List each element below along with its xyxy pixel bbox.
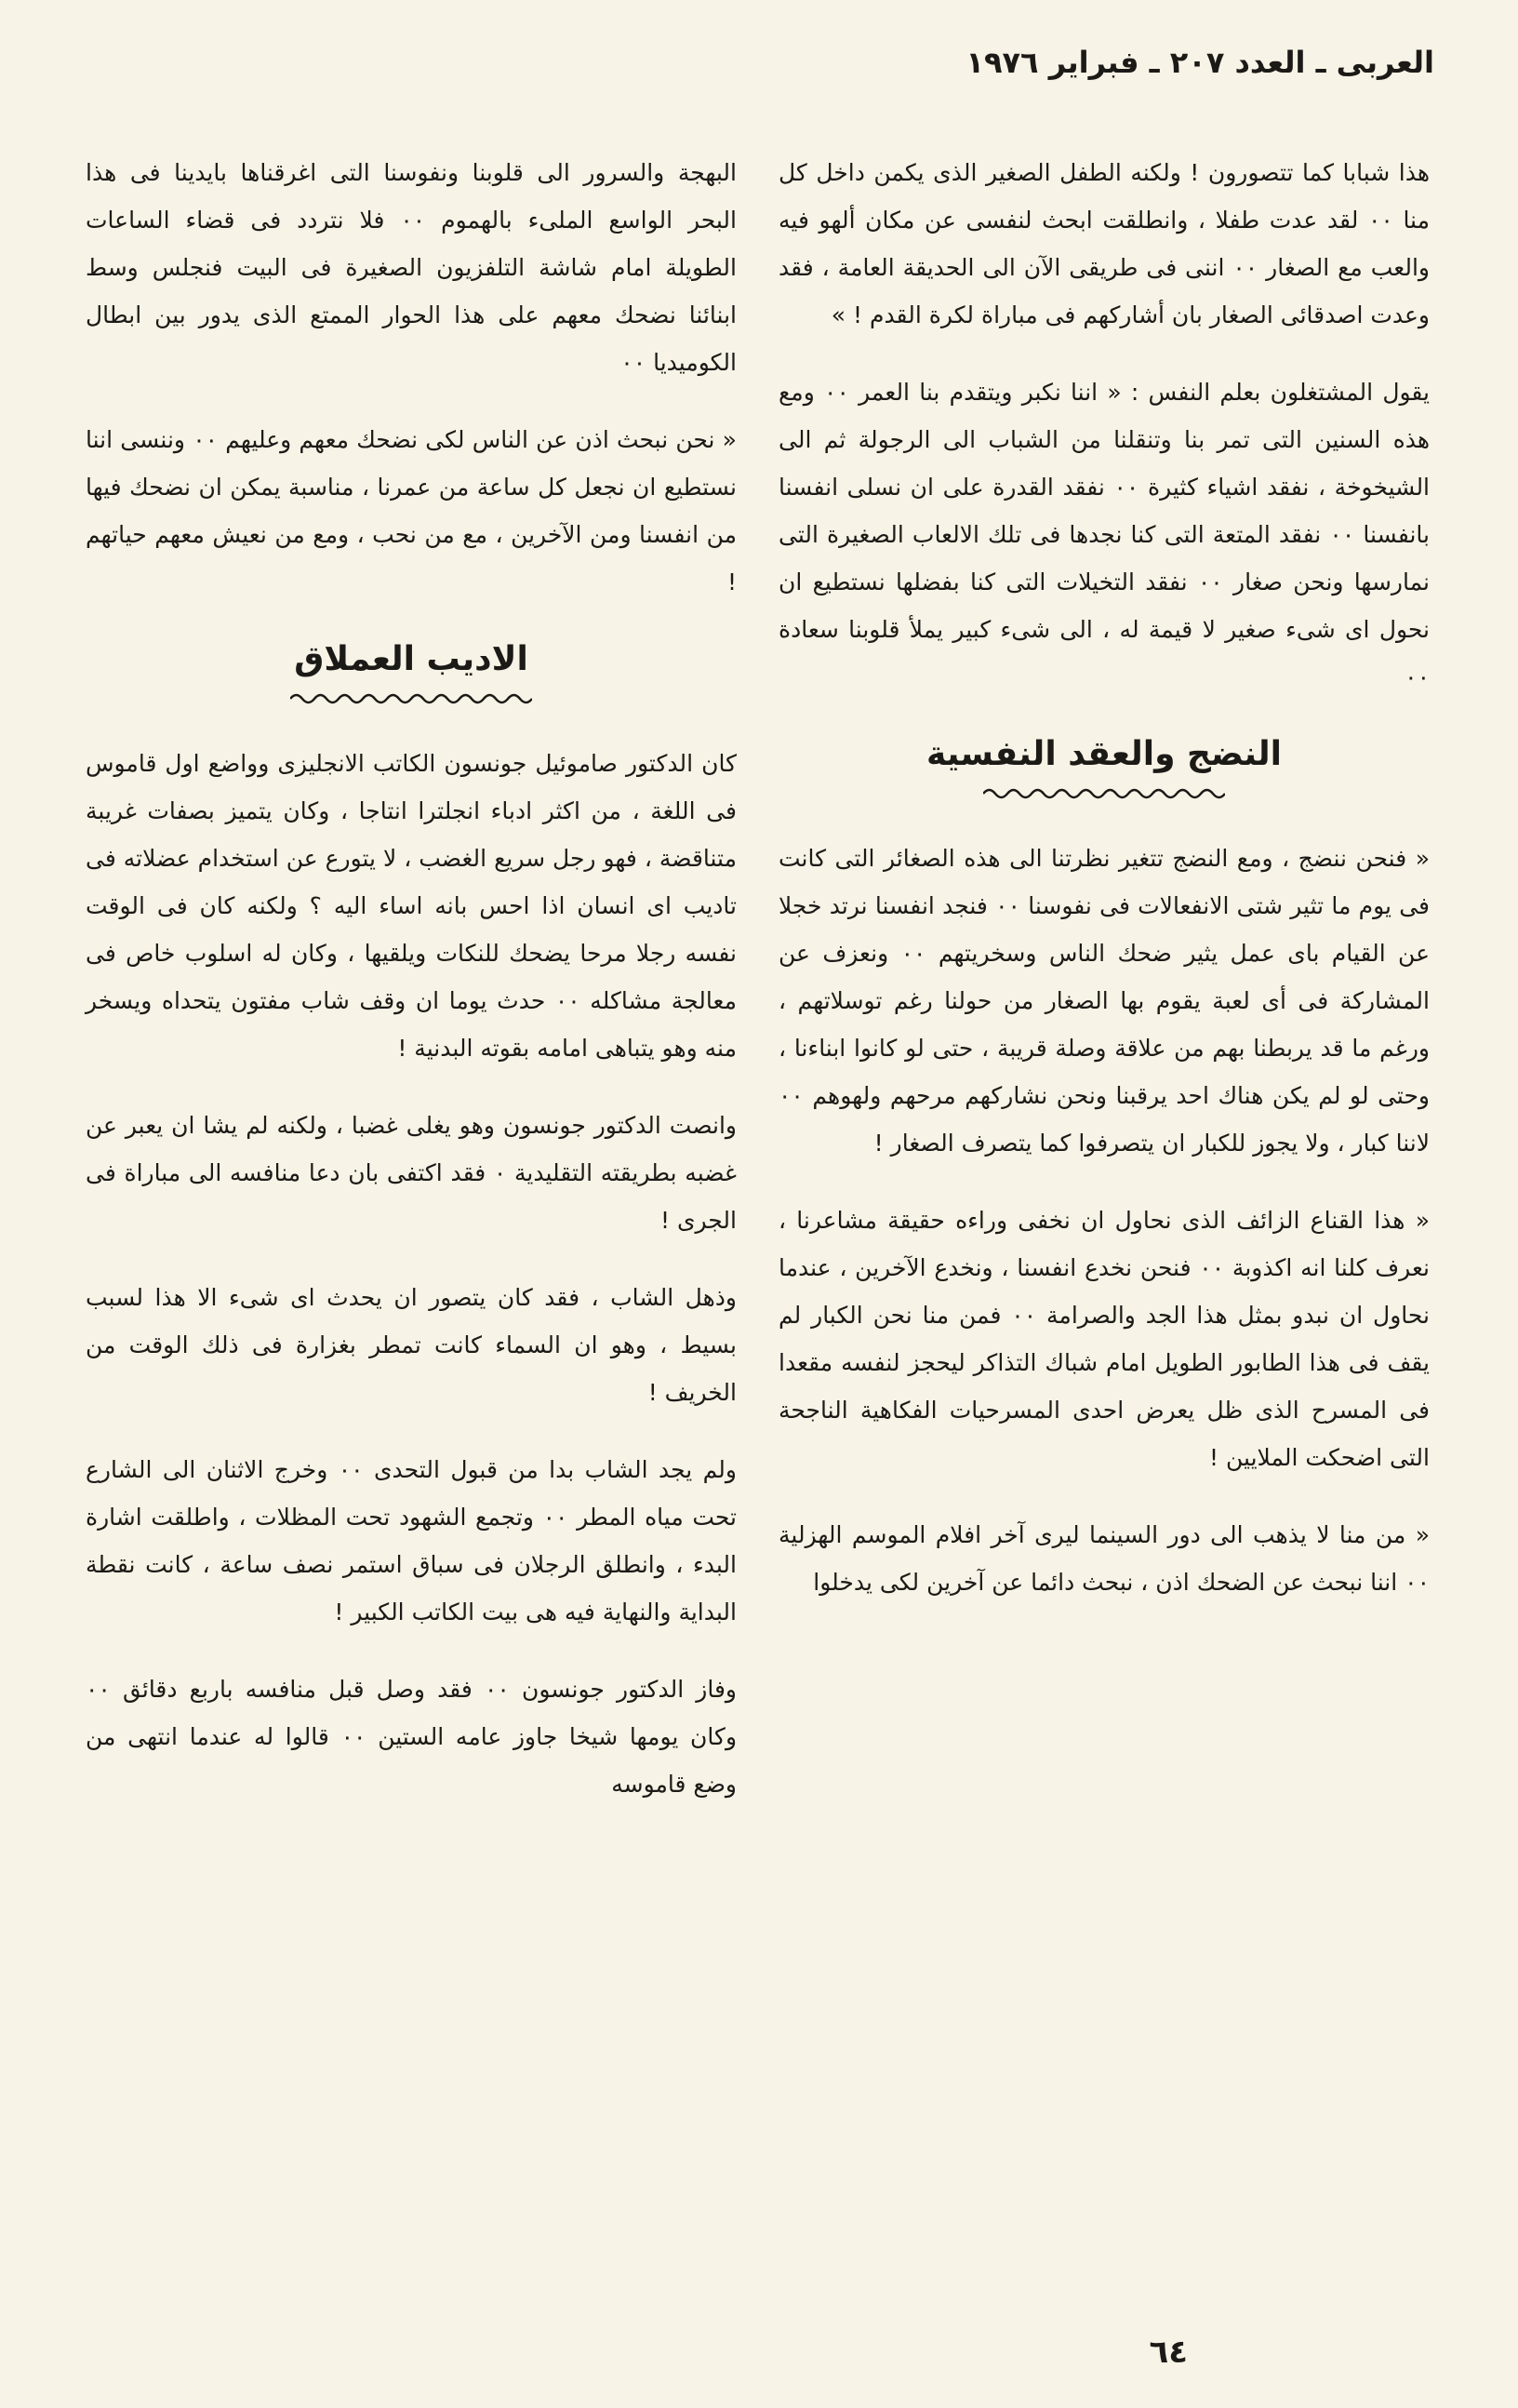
paragraph: كان الدكتور صاموئيل جونسون الكاتب الانجليزى وواضع اول قاموس فى اللغة ، من اكثر ادباء انجلترا انتاجا ، وكان يتميز بصفات غريبة متناقضة ، فهو رجل سريع الغضب ، لا يتورع عن استخدام عضلاته فى تاديب اى انسان اذا احس بانه اساء اليه ؟ ولكنه كان فى الوقت نفسه رجلا مرحا يضحك للنكات ويلقيها ، وكان له اسلوب خاص فى معالجة مشاكله ٠٠ حدث يوما ان وقف شاب مفتون يتحداه ويسخر منه وهو يتباهى امامه بقوته البدنية ! [86,750,737,1062]
paragraph: ولم يجد الشاب بدا من قبول التحدى ٠٠ وخرج الاثنان الى الشارع تحت مياه المطر ٠٠ وتجمع الشهود تحت المظلات ، واطلقت اشارة البدء ، وانطلق الرجلان فى سباق استمر نصف ساعة ، كانت نقطة البداية والنهاية فيه هى بيت الكاتب الكبير ! [86,1456,738,1625]
paragraph: وانصت الدكتور جونسون وهو يغلى غضبا ، ولكنه لم يشا ان يعبر عن غضبه بطريقته التقليدية ٠ فقد اكتفى بان دعا منافسه الى مباراة فى الجرى ! [86,1112,737,1234]
paragraph: « هذا القناع الزائف الذى نحاول ان نخفى وراءه حقيقة مشاعرنا ، نعرف كلنا انه اكذوبة ٠٠ فنحن نخدع انفسنا ، ونخدع الآخرين ، عندما نحاول ان نبدو بمثل هذا الجد والصرامة ٠٠ فمن منا نحن الكبار لم يقف فى هذا الطابور الطويل امام شباك التذاكر ليحجز لنفسه مقعدا فى المسرح الذى ظل يعرض احدى المسرحيات الفكاهية الناجحة التى اضحكت الملايين ! [779,1207,1430,1471]
left-column [86,149,737,1838]
running-header: العربى ـ العدد ٢٠٧ ـ فبراير ١٩٧٦ [965,45,1434,80]
paragraph: وذهل الشاب ، فقد كان يتصور ان يحدث اى شىء الا هذا لسبب بسيط ، وهو ان السماء كانت تمطر بغزارة فى ذلك الوقت من الخريف ! [86,1284,737,1406]
section-heading: النضج والعقد النفسية [926,735,1282,773]
paragraph: « نحن نبحث اذن عن الناس لكى نضحك معهم وعليهم ٠٠ وننسى اننا نستطيع ان نجعل كل ساعة من عمرنا ، مناسبة يمكن ان نضحك فيها من انفسنا ومن الآخرين ، مع من نحب ، ومع من نعيش معهم حياتهم ! [86,426,737,595]
paragraph: « من منا لا يذهب الى دور السينما ليرى آخر افلام الموسم الهزلية ٠٠ اننا نبحث عن الضحك اذن ، نبحث دائما عن آخرين لكى يدخلوا [779,1521,1430,1596]
paragraph: يقول المشتغلون بعلم النفس : « اننا نكبر ويتقدم بنا العمر ٠٠ ومع هذه السنين التى تمر بنا وتنقلنا من الشباب الى الرجولة ثم الى الشيخوخة ، نفقد اشياء كثيرة ٠٠ نفقد القدرة على ان نسلى انفسنا بانفسنا ٠٠ نفقد المتعة التى كنا نجدها فى تلك الالعاب الصغيرة التى نمارسها ونحن صغار ٠٠ نفقد التخيلات التى كنا بفضلها نستطيع ان نحول اى شىء صغير لا قيمة له ، الى شىء كبير يملأ قلوبنا سعادة ٠٠ [779,379,1431,690]
right-column [779,149,1430,1636]
wavy-underline-icon [983,784,1225,803]
paragraph: البهجة والسرور الى قلوبنا ونفوسنا التى اغرقناها بايدينا فى هذا البحر الواسع الملىء بالهموم ٠٠ فلا نتردد فى قضاء الساعات الطويلة امام شاشة التلفزيون الصغيرة فى البيت فنجلس وسط ابنائنا نضحك معهم على هذا الحوار الممتع الذى يدور بين ابطال الكوميديا ٠٠ [86,159,737,376]
page-number: ٦٤ [1149,2334,1188,2371]
section-heading: الاديب العملاق [294,640,528,678]
paragraph: وفاز الدكتور جونسون ٠٠ فقد وصل قبل منافسه باربع دقائق ٠٠ وكان يومها شيخا جاوز عامه الستين ٠٠ قالوا له عندما انتهى من وضع قاموسه [86,1676,738,1798]
paragraph: « فنحن ننضج ، ومع النضج تتغير نظرتنا الى هذه الصغائر التى كانت فى يوم ما تثير شتى الانفعالات فى نفوسنا ٠٠ فنجد انفسنا نرتد خجلا عن القيام باى عمل يثير ضحك الناس وسخريتهم ٠٠ ونعزف عن المشاركة فى أى لعبة يقوم بها الصغار من حولنا رغم توسلاتهم ، ورغم ما قد يربطنا بهم من علاقة وصلة قريبة ، حتى لو كانوا ابناءنا ، وحتى لو لم يكن هناك احد يرقبنا ونحن نشاركهم مرحهم ولهوهم ٠٠ لاننا كبار ، ولا يجوز للكبار ان يتصرفوا كما يتصرف الصغار ! [779,845,1430,1157]
paragraph: هذا شبابا كما تتصورون ! ولكنه الطفل الصغير الذى يكمن داخل كل منا ٠٠ لقد عدت طفلا ، وانطلقت ابحث لنفسى عن مكان ألهو فيه والعب مع الصغار ٠٠ اننى فى طريقى الآن الى الحديقة العامة ، فقد وعدت اصدقائى الصغار بان أشاركهم فى مباراة لكرة القدم ! » [779,159,1430,328]
wavy-underline-icon [290,689,532,708]
